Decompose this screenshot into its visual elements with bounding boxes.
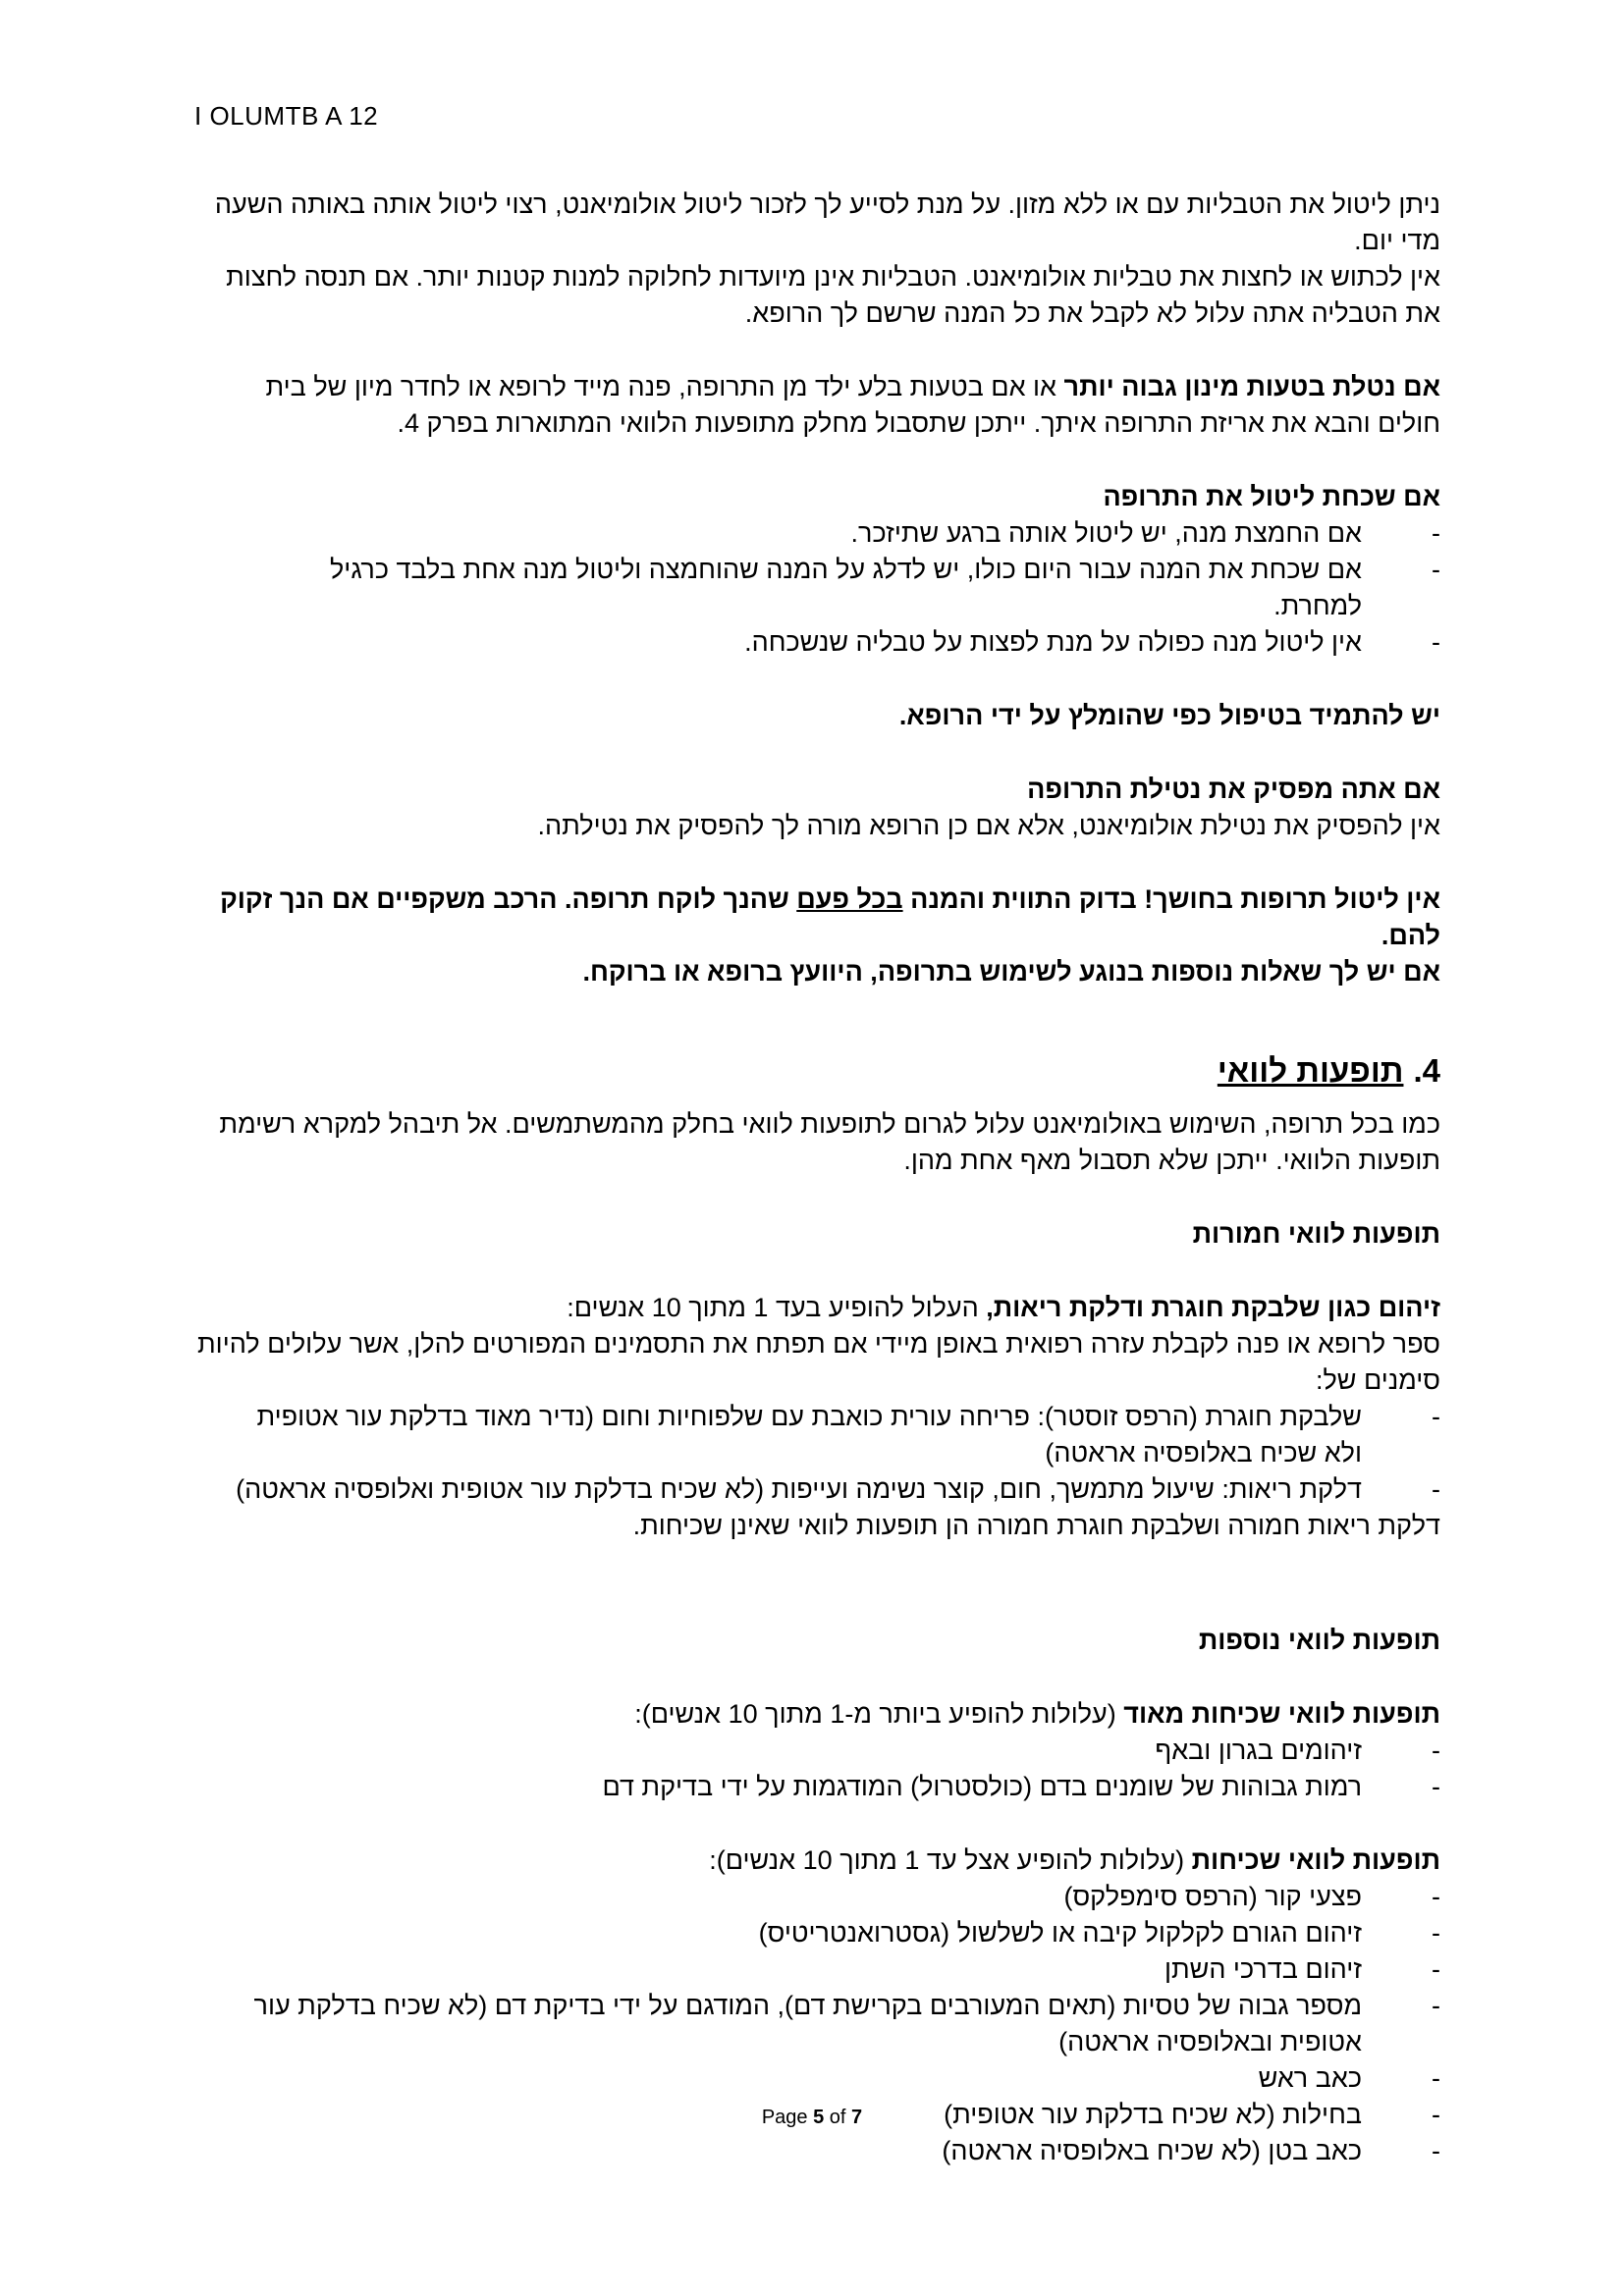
- list-item: - אין ליטול מנה כפולה על מנת לפצות על טבליה שנשכחה.: [236, 624, 1440, 661]
- list-item: - זיהום בדרכי השתן: [236, 1951, 1440, 1988]
- document-code: I OLUMTB A 12: [194, 101, 379, 131]
- section-4-heading: [196, 1049, 1440, 1093]
- footer-total-pages: 7: [851, 2107, 863, 2128]
- list-item: - פצעי קור (הרפס סימפלקס): [236, 1879, 1440, 1915]
- section-number: 4.: [1413, 1052, 1440, 1089]
- serious-lead-text: העלול להופיע בעד 1 מתוך 10 אנשים:: [567, 1293, 987, 1322]
- stop-heading: אם אתה מפסיק את נטילת התרופה: [1027, 774, 1440, 804]
- list-item: - שלבקת חוגרת (הרפס זוסטר): פריחה עורית כואבת עם שלפוחיות וחום (נדיר מאוד בדלקת עור אטופית ולא שכיח באלופסיה אראטה): [236, 1399, 1440, 1471]
- warning-part1: אין ליטול תרופות בחושך! בדוק התווית והמנה: [902, 884, 1440, 914]
- stop-text: אין להפסיק את נטילת אולומיאנט, אלא אם כן הרופא מורה לך להפסיק את נטילתה.: [537, 811, 1440, 840]
- serious-lead: [196, 1290, 1440, 1326]
- serious-closing: דלקת ריאות חמורה ושלבקת חוגרת חמורה הן תופעות לוואי שאינן שכיחות.: [632, 1511, 1440, 1540]
- footer-of-word: of: [824, 2107, 852, 2128]
- page-content: [196, 187, 1440, 2169]
- section-4-intro: כמו בכל תרופה, השימוש באולומיאנט עלול לגרום לתופעות לוואי בחלק מהמשתמשים. אל תיבהל למקרא רשימת תופעות הלוואי. ייתכן שלא תסבול מאף אחת מהן.: [219, 1109, 1440, 1175]
- continue-note: יש להתמיד בטיפול כפי שהומלץ על ידי הרופא.: [898, 701, 1440, 730]
- list-item: - כאב ראש: [236, 2060, 1440, 2097]
- warning-questions: אם יש לך שאלות נוספות בנוגע לשימוש בתרופה, היוועץ ברופא או ברוקח.: [582, 957, 1440, 987]
- list-item: - אם החמצת מנה, יש ליטול אותה ברגע שתיזכר.: [236, 515, 1440, 552]
- serious-instruction: ספר לרופא או פנה לקבלת עזרה רפואית באופן מיידי אם תפתח את התסמינים המפורטים להלן, אשר עלולים להיות סימנים של:: [197, 1329, 1440, 1395]
- warning-part2: שהנך לוקח תרופה. הרכב משקפיים אם הנך זקוק להם.: [220, 884, 1440, 950]
- list-item: - רמות גבוהות של שומנים בדם (כולסטרול) המודגמות על ידי בדיקת דם: [236, 1769, 1440, 1805]
- list-item: - כאב בטן (לא שכיח באלופסיה אראטה): [236, 2133, 1440, 2169]
- paragraph-no-split: אין לכתוש או לחצות את טבליות אולומיאנט. הטבליות אינן מיועדות לחלוקה למנות קטנות יותר. אם תנסה לחצות את הטבליה אתה עלול לא לקבל את כל המנה שרשם לך הרופא.: [226, 262, 1440, 328]
- very-common-list: [196, 1733, 1440, 1805]
- serious-heading: תופעות לוואי חמורות: [1192, 1219, 1440, 1249]
- list-item: - זיהום הגורם לקלקול קיבה או לשלשול (גסטרואנטריטיס): [236, 1915, 1440, 1951]
- warning-underlined: בכל פעם: [796, 884, 903, 914]
- forgot-list: [196, 515, 1440, 661]
- section-title: תופעות לוואי: [1217, 1052, 1404, 1089]
- common-text: (עלולות להופיע אצל עד 1 מתוך 10 אנשים):: [709, 1845, 1192, 1875]
- common-bold: תופעות לוואי שכיחות: [1191, 1845, 1440, 1875]
- common-lead: [196, 1842, 1440, 1879]
- forgot-heading: אם שכחת ליטול את התרופה: [1103, 482, 1440, 511]
- additional-heading: תופעות לוואי נוספות: [1198, 1626, 1440, 1655]
- list-item: - בחילות (לא שכיח בדלקת עור אטופית): [236, 2097, 1440, 2133]
- very-common-lead: [196, 1696, 1440, 1733]
- list-item: - דלקת ריאות: שיעול מתמשך, חום, קוצר נשימה ועייפות (לא שכיח בדלקת עור אטופית ואלופסיה אראטה): [236, 1471, 1440, 1508]
- serious-lead-bold: זיהום כגון שלבקת חוגרת ודלקת ריאות,: [986, 1293, 1440, 1322]
- warning-text: [196, 881, 1440, 954]
- very-common-bold: תופעות לוואי שכיחות מאוד: [1123, 1699, 1440, 1729]
- paragraph-intake: ניתן ליטול את הטבליות עם או ללא מזון. על מנת לסייע לך לזכור ליטול אולומיאנט, רצוי ליטול אותה באותה השעה מדי יום.: [214, 189, 1440, 255]
- list-item: - מספר גבוה של טסיות (תאים המעורבים בקרישת דם), המודגם על ידי בדיקת דם (לא שכיח בדלקת עור אטופית ובאלופסיה אראטה): [236, 1988, 1440, 2060]
- page-footer: [0, 2107, 1624, 2129]
- list-item: - זיהומים בגרון ובאף: [236, 1733, 1440, 1769]
- very-common-text: (עלולות להופיע ביותר מ-1 מתוך 10 אנשים):: [634, 1699, 1124, 1729]
- serious-list: [196, 1399, 1440, 1508]
- overdose-bold: אם נטלת בטעות מינון גבוה יותר: [1063, 372, 1440, 401]
- footer-page-word: Page: [761, 2107, 814, 2128]
- paragraph-overdose: [196, 369, 1440, 442]
- footer-current-page: 5: [813, 2107, 825, 2128]
- list-item: - אם שכחת את המנה עבור היום כולו, יש לדלג על המנה שהוחמצה וליטול מנה אחת בלבד כרגיל למחרת.: [236, 552, 1440, 624]
- overdose-text: או אם בטעות בלע ילד מן התרופה, פנה מייד לרופא או לחדר מיון של בית חולים והבא את אריזת התרופה איתך. ייתכן שתסבול מחלק מתופעות הלוואי המתוארות בפרק 4.: [265, 372, 1440, 438]
